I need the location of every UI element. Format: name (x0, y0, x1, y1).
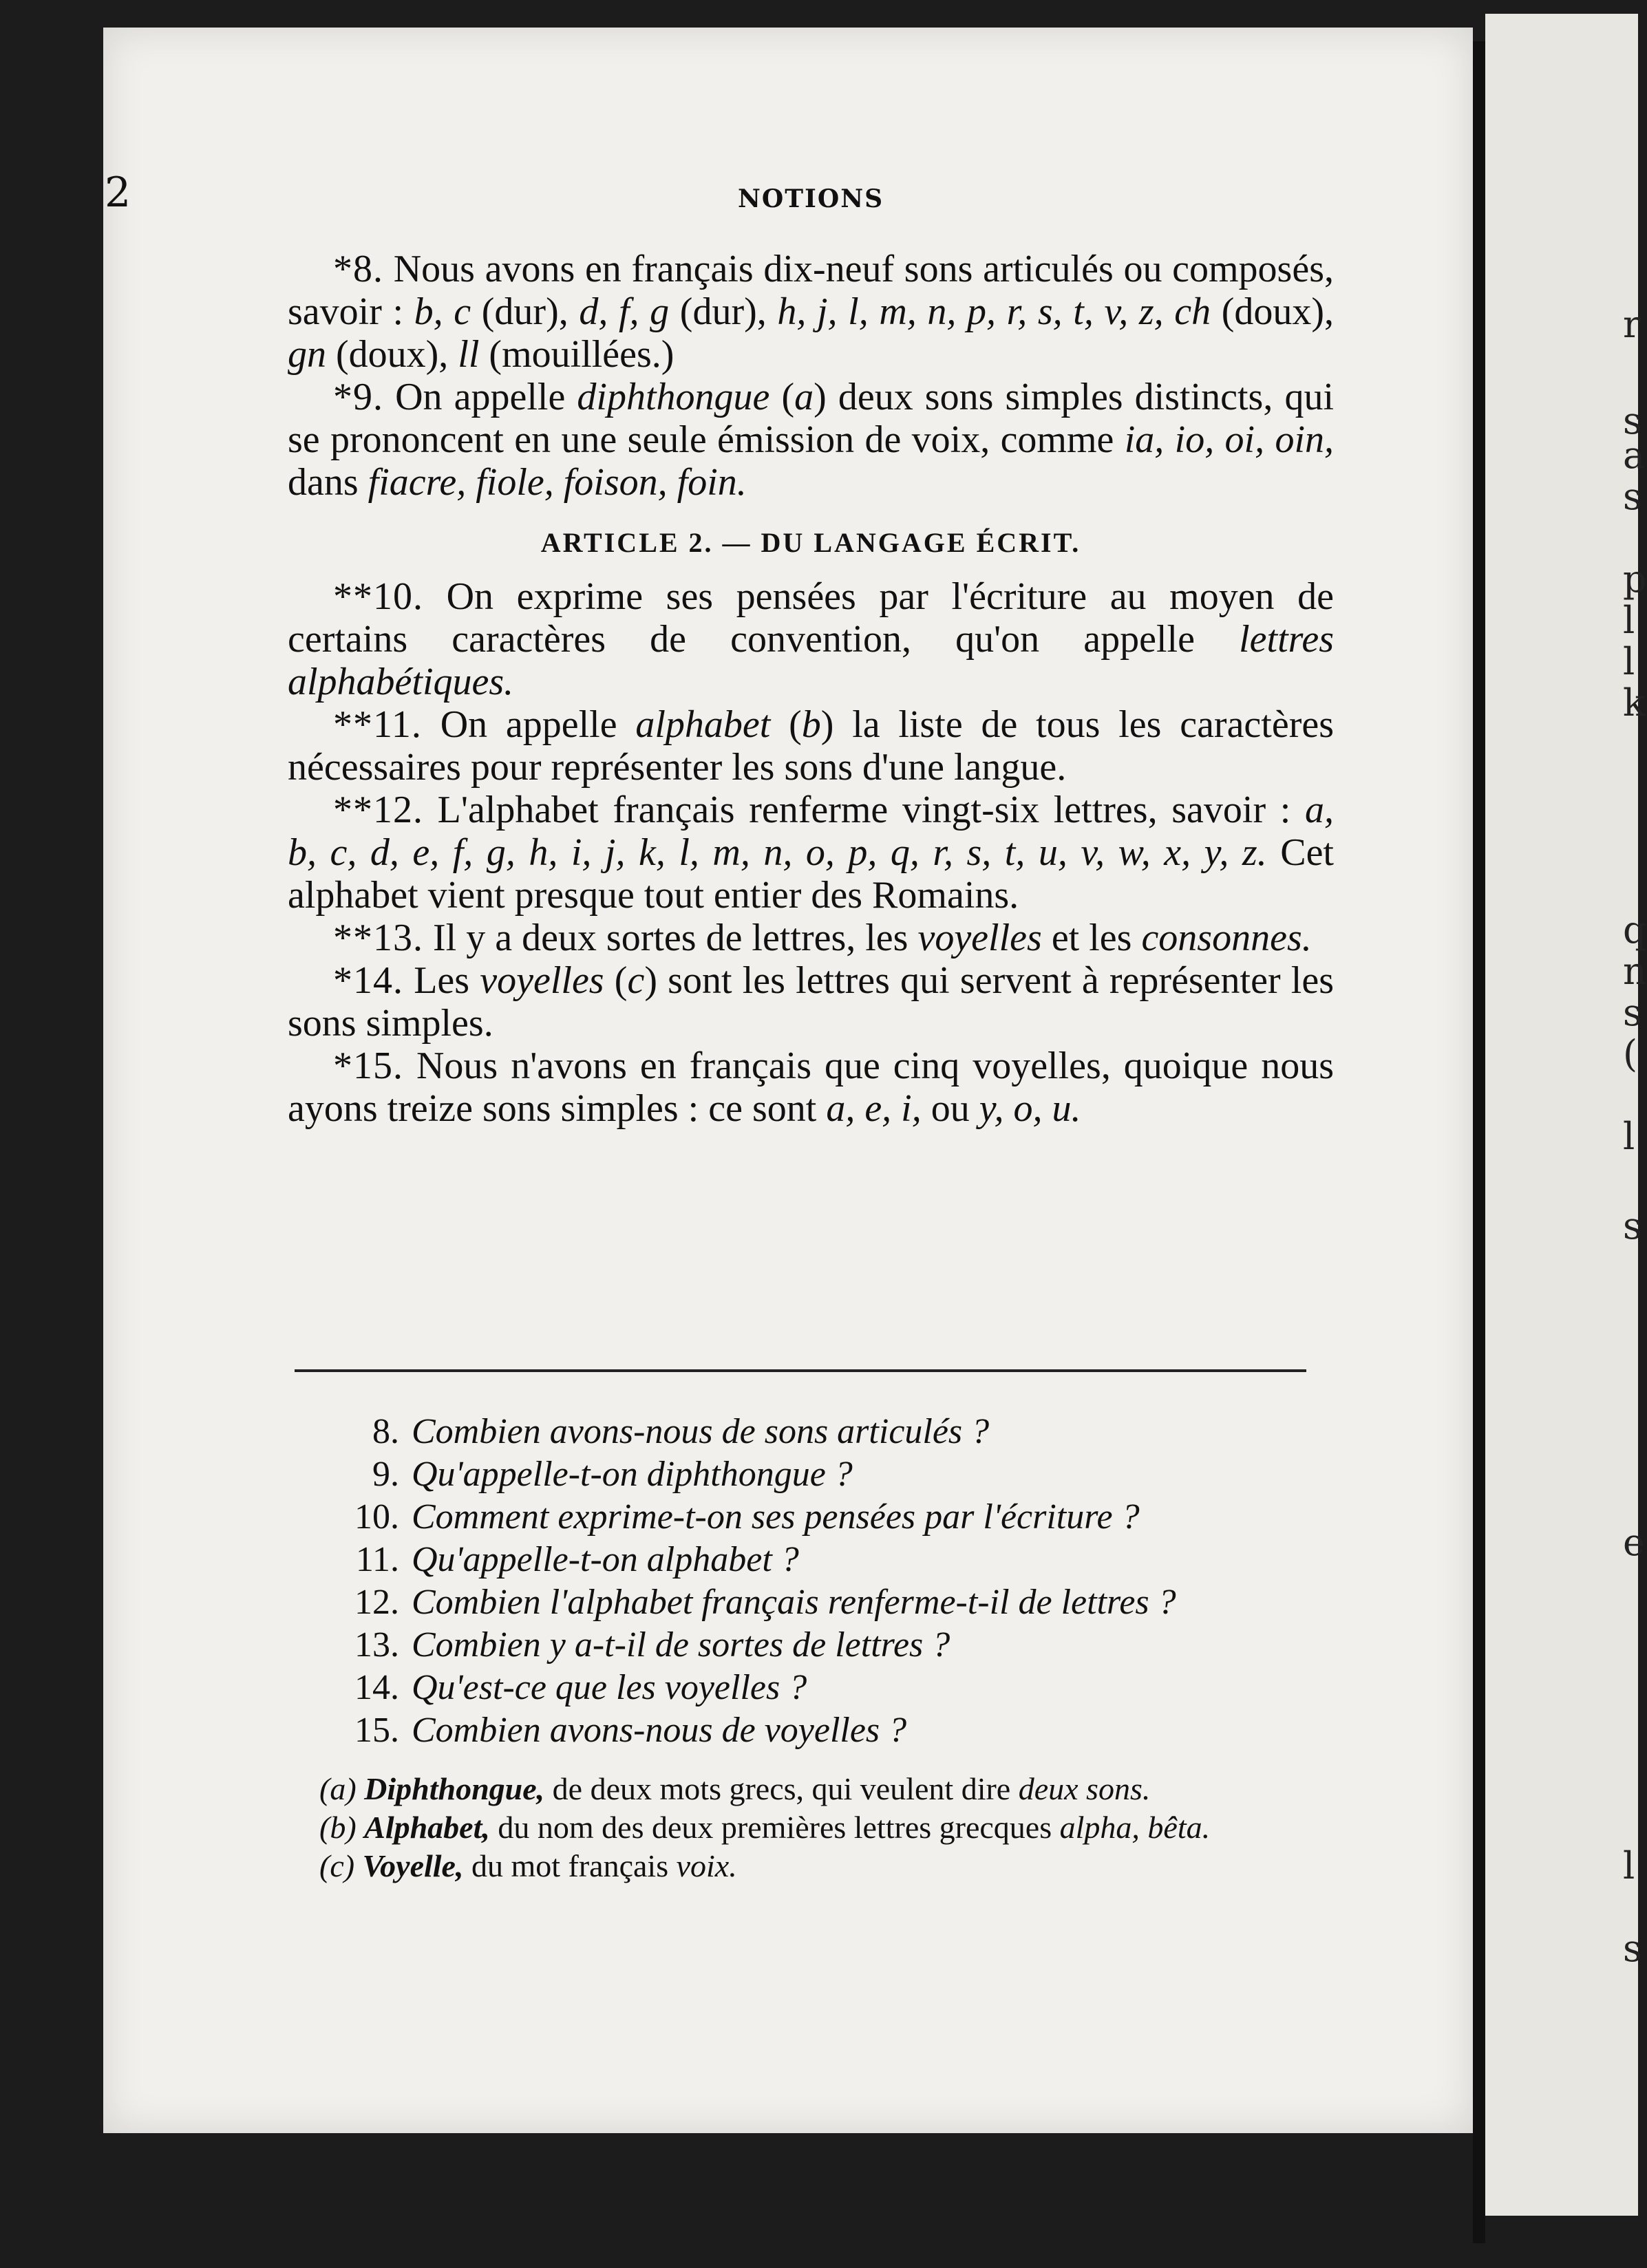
fragment: r (1623, 303, 1641, 346)
footnote-b: (b) Alphabet, du nom des deux premières lettres grecques alpha, bêta. (319, 1810, 1211, 1845)
fragment: s (1623, 1927, 1642, 1970)
fragment: e (1623, 1521, 1645, 1564)
paragraph-13: **13. Il y a deux sortes de lettres, les voyelles et les consonnes. (333, 917, 1312, 959)
question-item: 11. Qu'appelle-t-on alphabet ? (355, 1540, 799, 1579)
fragment: a (1623, 434, 1646, 477)
fragment: ( (1623, 1032, 1638, 1076)
question-item: 12. Combien l'alphabet français renferme-t-il de lettres ? (354, 1583, 1176, 1622)
paragraph-15: *15. Nous n'avons en français que cinq voyelles, quoique nous ayons treize sons simples : ce sont a, e, i, ou y, o, u. (288, 1045, 1334, 1130)
fragment: s (1623, 1204, 1642, 1248)
page-number: 2 (105, 169, 131, 217)
footnotes (282, 1772, 1328, 1887)
fragment: l (1623, 1844, 1635, 1887)
running-title: NOTIONS (738, 184, 884, 213)
facing-page-edge (1485, 14, 1647, 2216)
fragment: p (1623, 557, 1647, 601)
question-item: 13. Combien y a-t-il de sortes de lettres ? (354, 1625, 950, 1665)
footnote-a: (a) Diphthongue, de deux mots grecs, qui veulent dire deux sons. (319, 1771, 1151, 1806)
fragment: s (1623, 991, 1642, 1034)
fragment: l (1623, 1115, 1635, 1158)
question-item: 8. Combien avons-nous de sons articulés ? (372, 1412, 990, 1451)
fragment: l (1623, 640, 1635, 683)
book-spine (1473, 41, 1485, 2243)
question-item: 9. Qu'appelle-t-on diphthongue ? (372, 1455, 853, 1494)
question-item: 15. Combien avons-nous de voyelles ? (354, 1711, 907, 1750)
footnote-c: (c) Voyelle, du mot français voix. (319, 1848, 737, 1883)
fragment: n (1623, 950, 1647, 993)
questions-list (337, 1411, 1342, 1752)
fragment: k (1623, 681, 1646, 725)
paragraph-12: **12. L'alphabet français renferme vingt-six lettres, savoir : a, b, c, d, e, f, g, h, i, j, k, l, m, n, o, p, q, r, s, t, u, v, w, x, y, z. Cet alphabet vient presque tout entier des Romains. (288, 789, 1334, 917)
fragment: l (1623, 599, 1635, 642)
section-divider (295, 1369, 1306, 1372)
paragraph-9: *9. On appelle diphthongue (a) deux sons simples distincts, qui se prononcent en une seule émission de voix, comme ia, io, oi, oin, dans fiacre, fiole, foison, foin. (288, 376, 1335, 504)
paragraph-8: *8. Nous avons en français dix-neuf sons articulés ou composés, savoir : b, c (dur), d, f, g (dur), h, j, l, m, n, p, r, s, t, v, z, ch (doux), gn (doux), ll (mouillées.) (288, 248, 1335, 376)
main-text (288, 248, 1334, 1130)
paragraph-14: *14. Les voyelles (c) sont les lettres qui servent à représenter les sons simples. (288, 959, 1335, 1045)
question-item: 10. Comment exprime-t-on ses pensées par l'écriture ? (354, 1497, 1140, 1537)
fragment: s (1623, 399, 1642, 442)
fragment: s (1623, 475, 1642, 518)
question-item: 14. Qu'est-ce que les voyelles ? (354, 1668, 807, 1707)
paragraph-11: **11. On appelle alphabet (b) la liste de tous les caractères nécessaires pour représenter les sons d'une langue. (288, 703, 1334, 789)
article-heading: ARTICLE 2. — DU LANGAGE ÉCRIT. (540, 527, 1081, 558)
paragraph-10: **10. On exprime ses pensées par l'écriture au moyen de certains caractères de convention, qu'on appelle lettres alphabétiques. (288, 575, 1334, 703)
fragment: q (1623, 908, 1647, 952)
